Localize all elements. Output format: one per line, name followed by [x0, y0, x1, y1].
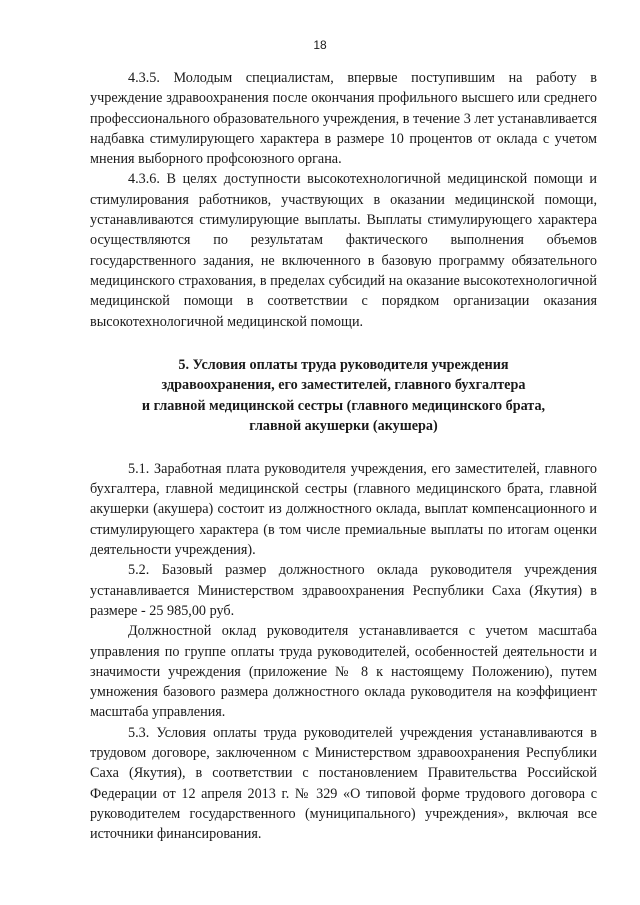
paragraph-5-2: 5.2. Базовый размер должностного оклада руководителя учреждения устанавливается Министерством здравоохранения Республики Саха (Якутия) в размере - 25 985,00 руб. [90, 562, 597, 619]
document-body [90, 68, 597, 845]
heading-line: главной акушерки (акушера) [249, 418, 438, 435]
heading-line: и главной медицинской сестры (главного медицинского брата, [141, 397, 546, 414]
page-number: 18 [313, 38, 327, 52]
heading-line: здравоохранения, его заместителей, главного бухгалтера [161, 377, 526, 394]
paragraph-5-3: 5.3. Условия оплаты труда руководителей учреждения устанавливаются в трудовом договоре, заключенном с Министерством здравоохранения Республики Саха (Якутия), в соответствии с постановлением Правительства Российской Федерации от 12 апреля 2013 г. № 329 «О типовой форме трудового договора с руководителем государственного (муниципального) учреждения», включая все источники финансирования. [90, 724, 597, 843]
paragraph-official-salary: Должностной оклад руководителя устанавливается с учетом масштаба управления по группе оплаты труда руководителей, особенностей деятельности и значимости учреждения (приложение № 8 к настоящему Положению), путем умножения базового размера должностного оклада руководителя на коэффициент масштаба управления. [90, 623, 597, 721]
paragraph-4-3-6: 4.3.6. В целях доступности высокотехнологичной медицинской помощи и стимулирования работников, участвующих в оказании медицинской помощи, устанавливаются стимулирующие выплаты. Выплаты стимулирующего характера осуществляются по результатам фактического выполнения объемов государственного задания, не включенного в базовую программу обязательного медицинского страхования, в пределах субсидий на оказание высокотехнологичной медицинской помощи в соответствии с порядком организации оказания высокотехнологичной медицинской помощи. [90, 171, 597, 330]
heading-line: 5. Условия оплаты труда руководителя учреждения [178, 356, 509, 373]
section-5-heading [90, 355, 597, 437]
paragraph-4-3-5: 4.3.5. Молодым специалистам, впервые поступившим на работу в учреждение здравоохранения после окончания профильного высшего или среднего профессионального образовательного учреждения, в течение 3 лет устанавливается надбавка стимулирующего характера в размере 10 процентов от оклада с учетом мнения выборного профсоюзного органа. [90, 70, 597, 168]
paragraph-5-1: 5.1. Заработная плата руководителя учреждения, его заместителей, главного бухгалтера, главной медицинской сестры (главного медицинского брата, главной акушерки (акушера) состоит из должностного оклада, выплат компенсационного и стимулирующего характера (в том числе премиальные выплаты по итогам оценки деятельности учреждения). [90, 460, 597, 559]
